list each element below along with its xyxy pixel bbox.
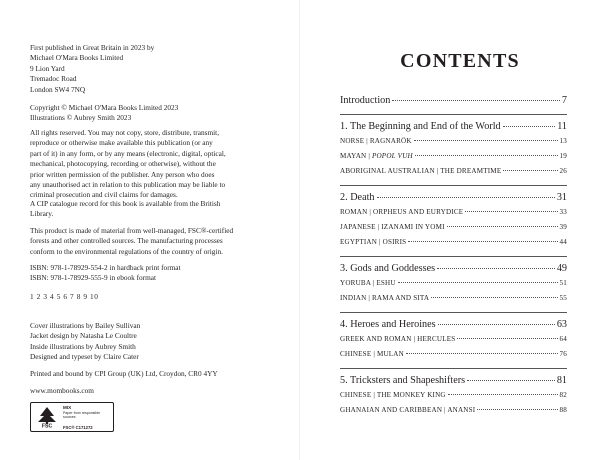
rights-line: any unauthorised act in relation to this publication may be liable to <box>30 180 226 190</box>
imprint-line: Tremadoc Road <box>30 74 77 84</box>
page-number: 51 <box>559 279 567 287</box>
contents-page <box>300 0 600 460</box>
subentry-text-part: | <box>442 406 448 414</box>
fsc-description: Paper from responsible sources <box>63 411 101 420</box>
copyright-notice: Copyright © Michael O'Mara Books Limited 2023 <box>30 103 179 113</box>
paper-line: conform to the environmental regulations of the country of origin. <box>30 246 223 256</box>
dot-leader <box>398 282 558 283</box>
toc-subentry[interactable] <box>340 294 567 309</box>
cip-line: Library. <box>30 209 54 219</box>
toc-subentry-label <box>340 223 445 231</box>
credit-line: Inside illustrations by Aubrey Smith <box>30 341 136 351</box>
dot-leader <box>438 324 555 325</box>
toc-subentry-label <box>340 406 475 414</box>
subentry-text-part: OSIRIS <box>382 238 407 246</box>
toc-entry-introduction-label: Introduction <box>340 95 391 106</box>
dot-leader <box>414 140 558 141</box>
toc-part-entry-label: 1. The Beginning and End of the World <box>340 121 501 132</box>
page-number: 33 <box>559 208 567 216</box>
paper-paragraph <box>30 226 278 257</box>
page-number: 39 <box>559 223 567 231</box>
subentry-text-part: EGYPTIAN <box>340 238 378 246</box>
subentry-text-part: GHANAIAN AND CARIBBEAN <box>340 406 443 414</box>
toc-subentry-label <box>340 350 404 358</box>
page-number: 49 <box>556 263 567 274</box>
toc-subentry[interactable] <box>340 406 567 421</box>
dot-leader <box>406 353 558 354</box>
toc-subentry[interactable] <box>340 152 567 167</box>
dot-leader <box>457 338 557 339</box>
rights-line: prior written permission of the publisher. Any person who does <box>30 169 215 179</box>
toc-subentry[interactable] <box>340 350 567 365</box>
subentry-text-part: JAPANESE <box>340 223 376 231</box>
toc-subentry-label <box>340 279 396 287</box>
dot-leader <box>437 268 555 269</box>
page-number: 31 <box>556 192 567 203</box>
section-divider <box>340 185 567 186</box>
subentry-text-part: | <box>411 335 418 343</box>
subentry-text-part: | <box>366 294 372 302</box>
subentry-text-part: ANANSI <box>447 406 476 414</box>
rights-line: part of it) in any form, or by any means (electronic, digital, optical, <box>30 148 226 158</box>
toc-part-entry-label: 3. Gods and Goddesses <box>340 263 436 274</box>
dot-leader <box>415 155 558 156</box>
fsc-code: FSC® C171272 <box>63 425 93 430</box>
toc-subentry-label <box>340 167 501 175</box>
rights-line: All rights reserved. You may not copy, store, distribute, transmit, <box>30 128 220 137</box>
page-number: 55 <box>559 294 567 302</box>
subentry-text-part: IZANAMI IN YOMI <box>381 223 445 231</box>
imprint-line: London SW4 7NQ <box>30 84 86 94</box>
fsc-tree-logo-icon <box>35 406 59 429</box>
imprint-block <box>30 43 278 124</box>
table-of-contents <box>340 95 567 421</box>
toc-subentry-label <box>340 208 463 216</box>
imprint-line: First published in Great Britain in 2023 by <box>30 43 155 52</box>
cip-line: A CIP catalogue record for this book is available from the British <box>30 199 221 208</box>
toc-subentry-label <box>340 294 429 302</box>
toc-entry-introduction[interactable] <box>340 95 567 111</box>
toc-subentry-label <box>340 137 412 145</box>
dot-leader <box>477 409 557 410</box>
subentry-text-part: POPOL VUH <box>371 152 413 160</box>
toc-subentry-label <box>340 335 455 343</box>
toc-part-entry[interactable] <box>340 263 567 279</box>
toc-subentry[interactable] <box>340 238 567 253</box>
section-divider <box>340 256 567 257</box>
toc-part-entry[interactable] <box>340 121 567 137</box>
page-number: 13 <box>559 137 567 145</box>
subentry-text-part: | <box>375 223 382 231</box>
fsc-logo-text: FSC <box>41 423 53 429</box>
subentry-text-part: HERCULES <box>417 335 456 343</box>
dot-leader <box>448 394 558 395</box>
toc-part-entry-label: 4. Heroes and Heroines <box>340 319 436 330</box>
subentry-text-part: | <box>370 279 377 287</box>
illustrations-notice: Illustrations © Aubrey Smith 2023 <box>30 113 132 123</box>
imprint-line: Michael O'Mara Books Limited <box>30 53 124 63</box>
dot-leader <box>431 297 557 298</box>
page-number: 26 <box>559 167 567 175</box>
page-number: 88 <box>559 406 567 414</box>
fsc-badge <box>30 402 114 432</box>
paper-line: This product is made of material from well-managed, FSC®-certified <box>30 226 234 235</box>
isbn-block <box>30 263 278 284</box>
dot-leader <box>392 100 560 101</box>
imprint-line: 9 Lion Yard <box>30 63 65 73</box>
credit-line: Jacket design by Natasha Le Coultre <box>30 331 137 341</box>
subentry-text-part: THE DREAMTIME <box>440 167 502 175</box>
dot-leader <box>467 380 555 381</box>
page-number: 19 <box>559 152 567 160</box>
toc-subentry[interactable] <box>340 391 567 406</box>
subentry-text-part: | <box>377 238 383 246</box>
subentry-text-part: ABORIGINAL AUSTRALIAN <box>340 167 435 175</box>
subentry-text-part: CHINESE <box>340 350 372 358</box>
website: www.mombooks.com <box>30 386 94 395</box>
page-number: 64 <box>559 335 567 343</box>
rights-paragraph <box>30 128 278 201</box>
page-number: 63 <box>556 319 567 330</box>
toc-subentry[interactable] <box>340 137 567 152</box>
toc-part-entry[interactable] <box>340 192 567 208</box>
page-number: 11 <box>557 121 567 132</box>
subentry-text-part: | <box>434 167 441 175</box>
toc-subentry-label <box>340 238 406 246</box>
subentry-text-part: | <box>371 391 377 399</box>
credit-line: Designed and typeset by Claire Cater <box>30 352 139 362</box>
printed-by: Printed and bound by CPI Group (UK) Ltd, Croydon, CR0 4YY <box>30 369 218 378</box>
dot-leader <box>503 126 556 127</box>
toc-subentry-label <box>340 152 413 160</box>
toc-part-entry-label: 5. Tricksters and Shapeshifters <box>340 375 466 386</box>
subentry-text-part: | <box>367 208 373 216</box>
subentry-text-part: CHINESE <box>340 391 372 399</box>
dot-leader <box>503 170 557 171</box>
page-number: 81 <box>556 375 567 386</box>
section-divider <box>340 114 567 115</box>
toc-subentry[interactable] <box>340 279 567 294</box>
page-number: 76 <box>559 350 567 358</box>
credit-line: Cover illustrations by Bailey Sullivan <box>30 321 141 330</box>
subentry-text-part: ROMAN <box>340 208 368 216</box>
cip-paragraph <box>30 199 278 220</box>
subentry-text-part: MAYAN <box>340 152 367 160</box>
print-line: 1 2 3 4 5 6 7 8 9 10 <box>30 292 99 301</box>
page-number: 44 <box>559 238 567 246</box>
subentry-text-part: ORPHEUS AND EURYDICE <box>373 208 464 216</box>
subentry-text-part: ESHU <box>376 279 396 287</box>
toc-subentry[interactable] <box>340 335 567 350</box>
toc-subentry[interactable] <box>340 167 567 182</box>
subentry-text-part: RAGNARÖK <box>369 137 412 145</box>
rights-line: criminal prosecution and civil claims for damages. <box>30 190 178 200</box>
page-number: 7 <box>561 95 567 106</box>
page-title: CONTENTS <box>400 50 520 72</box>
subentry-text-part: GREEK AND ROMAN <box>340 335 412 343</box>
rights-line: reproduce or otherwise make available this publication (or any <box>30 138 213 148</box>
rights-line: mechanical, photocopying, recording or otherwise), without the <box>30 159 216 169</box>
page-number: 82 <box>559 391 567 399</box>
credits-block <box>30 321 278 363</box>
dot-leader <box>408 241 557 242</box>
dot-leader <box>447 226 558 227</box>
subentry-text-part: MULAN <box>376 350 404 358</box>
toc-subentry[interactable] <box>340 223 567 238</box>
dot-leader <box>377 197 555 198</box>
subentry-text-part: | <box>364 137 370 145</box>
section-divider <box>340 312 567 313</box>
subentry-text-part: YORUBA <box>340 279 371 287</box>
fsc-mix-label: MIX <box>63 405 72 410</box>
dot-leader <box>465 211 557 212</box>
toc-part-entry-label: 2. Death <box>340 192 375 203</box>
subentry-text-part: THE MONKEY KING <box>376 391 446 399</box>
toc-part-entry[interactable] <box>340 319 567 335</box>
subentry-text-part: INDIAN <box>340 294 367 302</box>
paper-line: forests and other controlled sources. The manufacturing processes <box>30 236 223 246</box>
subentry-text-part: | <box>366 152 372 160</box>
subentry-text-part: RAMA AND SITA <box>372 294 430 302</box>
subentry-text-part: NORSE <box>340 137 365 145</box>
section-divider <box>340 368 567 369</box>
subentry-text-part: | <box>371 350 377 358</box>
toc-subentry-label <box>340 391 446 399</box>
isbn-hardback: ISBN: 978-1-78929-554-2 in hardback print format <box>30 263 181 272</box>
isbn-ebook: ISBN: 978-1-78929-555-9 in ebook format <box>30 273 157 283</box>
toc-part-entry[interactable] <box>340 375 567 391</box>
toc-subentry[interactable] <box>340 208 567 223</box>
